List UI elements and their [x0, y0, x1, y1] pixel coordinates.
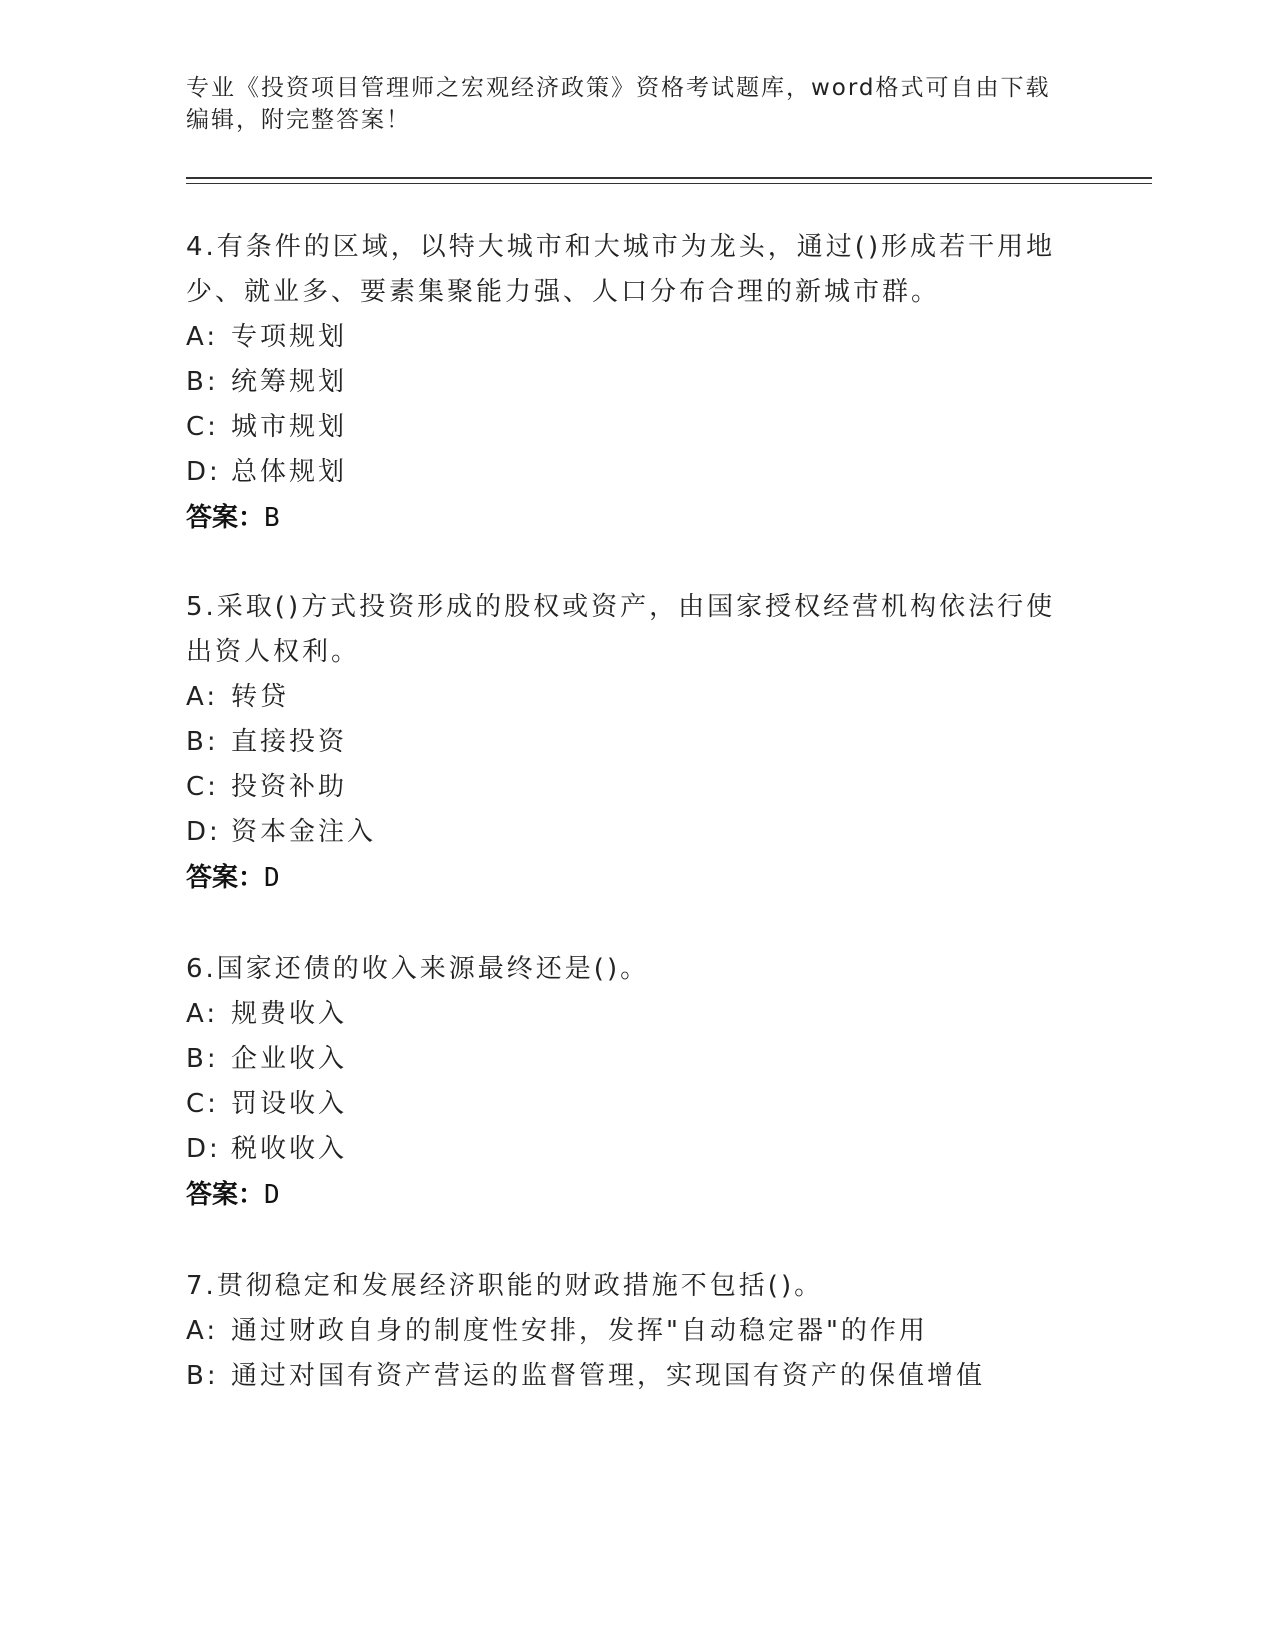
option-b	[186, 1354, 1066, 1399]
option-text: 专项规划	[231, 322, 348, 352]
option-text: 统筹规划	[231, 367, 348, 397]
option-letter: B:	[186, 1361, 219, 1391]
question-6	[186, 947, 1066, 1218]
option-d	[186, 810, 1066, 855]
question-stem: 6.国家还债的收入来源最终还是()。	[186, 954, 650, 984]
option-letter: D:	[186, 817, 221, 847]
answer-label: 答案：	[186, 1180, 265, 1210]
question-stem: 5.采取()方式投资形成的股权或资产，由国家授权经营机构依法行使出资人权利。	[186, 592, 1056, 667]
option-text: 规费收入	[231, 999, 348, 1029]
option-b	[186, 1037, 1066, 1082]
option-letter: A:	[186, 322, 219, 352]
option-letter: C:	[186, 412, 219, 442]
option-text: 总体规划	[231, 457, 348, 487]
option-letter: A:	[186, 1316, 219, 1346]
option-letter: B:	[186, 1044, 219, 1074]
header-divider-thin	[186, 183, 1152, 184]
option-letter: A:	[186, 999, 219, 1029]
option-text: 税收收入	[231, 1134, 348, 1164]
answer-line	[186, 1172, 1066, 1218]
question-4	[186, 225, 1066, 541]
document-header: 专业《投资项目管理师之宏观经济政策》资格考试题库，word格式可自由下载编辑，附完整答案！	[186, 75, 1051, 133]
answer-label: 答案：	[186, 863, 265, 893]
option-a	[186, 992, 1066, 1037]
option-a	[186, 315, 1066, 360]
option-letter: B:	[186, 367, 219, 397]
answer-line	[186, 495, 1066, 541]
option-text: 转贷	[231, 682, 290, 712]
question-5	[186, 585, 1066, 901]
option-d	[186, 450, 1066, 495]
option-a	[186, 1309, 1066, 1354]
option-letter: C:	[186, 1089, 219, 1119]
question-stem: 7.贯彻稳定和发展经济职能的财政措施不包括()。	[186, 1271, 824, 1301]
option-letter: D:	[186, 1134, 221, 1164]
option-d	[186, 1127, 1066, 1172]
answer-line	[186, 855, 1066, 901]
answer-value: B	[264, 503, 280, 533]
option-text: 直接投资	[231, 727, 348, 757]
option-letter: B:	[186, 727, 219, 757]
option-text: 通过财政自身的制度性安排，发挥"自动稳定器"的作用	[231, 1316, 928, 1346]
option-text: 通过对国有资产营运的监督管理，实现国有资产的保值增值	[231, 1361, 986, 1391]
option-letter: C:	[186, 772, 219, 802]
option-a	[186, 675, 1066, 720]
answer-label: 答案：	[186, 503, 265, 533]
option-c	[186, 1082, 1066, 1127]
option-text: 资本金注入	[231, 817, 377, 847]
option-letter: A:	[186, 682, 219, 712]
option-b	[186, 720, 1066, 765]
header-divider-thick	[186, 177, 1152, 179]
question-7	[186, 1264, 1066, 1399]
answer-value: D	[264, 1180, 280, 1210]
option-c	[186, 405, 1066, 450]
question-stem: 4.有条件的区域，以特大城市和大城市为龙头，通过()形成若干用地少、就业多、要素集聚能力强、人口分布合理的新城市群。	[186, 232, 1056, 307]
option-text: 投资补助	[231, 772, 348, 802]
answer-value: D	[264, 863, 280, 893]
option-text: 企业收入	[231, 1044, 348, 1074]
option-text: 罚设收入	[231, 1089, 348, 1119]
option-text: 城市规划	[231, 412, 348, 442]
option-letter: D:	[186, 457, 221, 487]
option-b	[186, 360, 1066, 405]
option-c	[186, 765, 1066, 810]
